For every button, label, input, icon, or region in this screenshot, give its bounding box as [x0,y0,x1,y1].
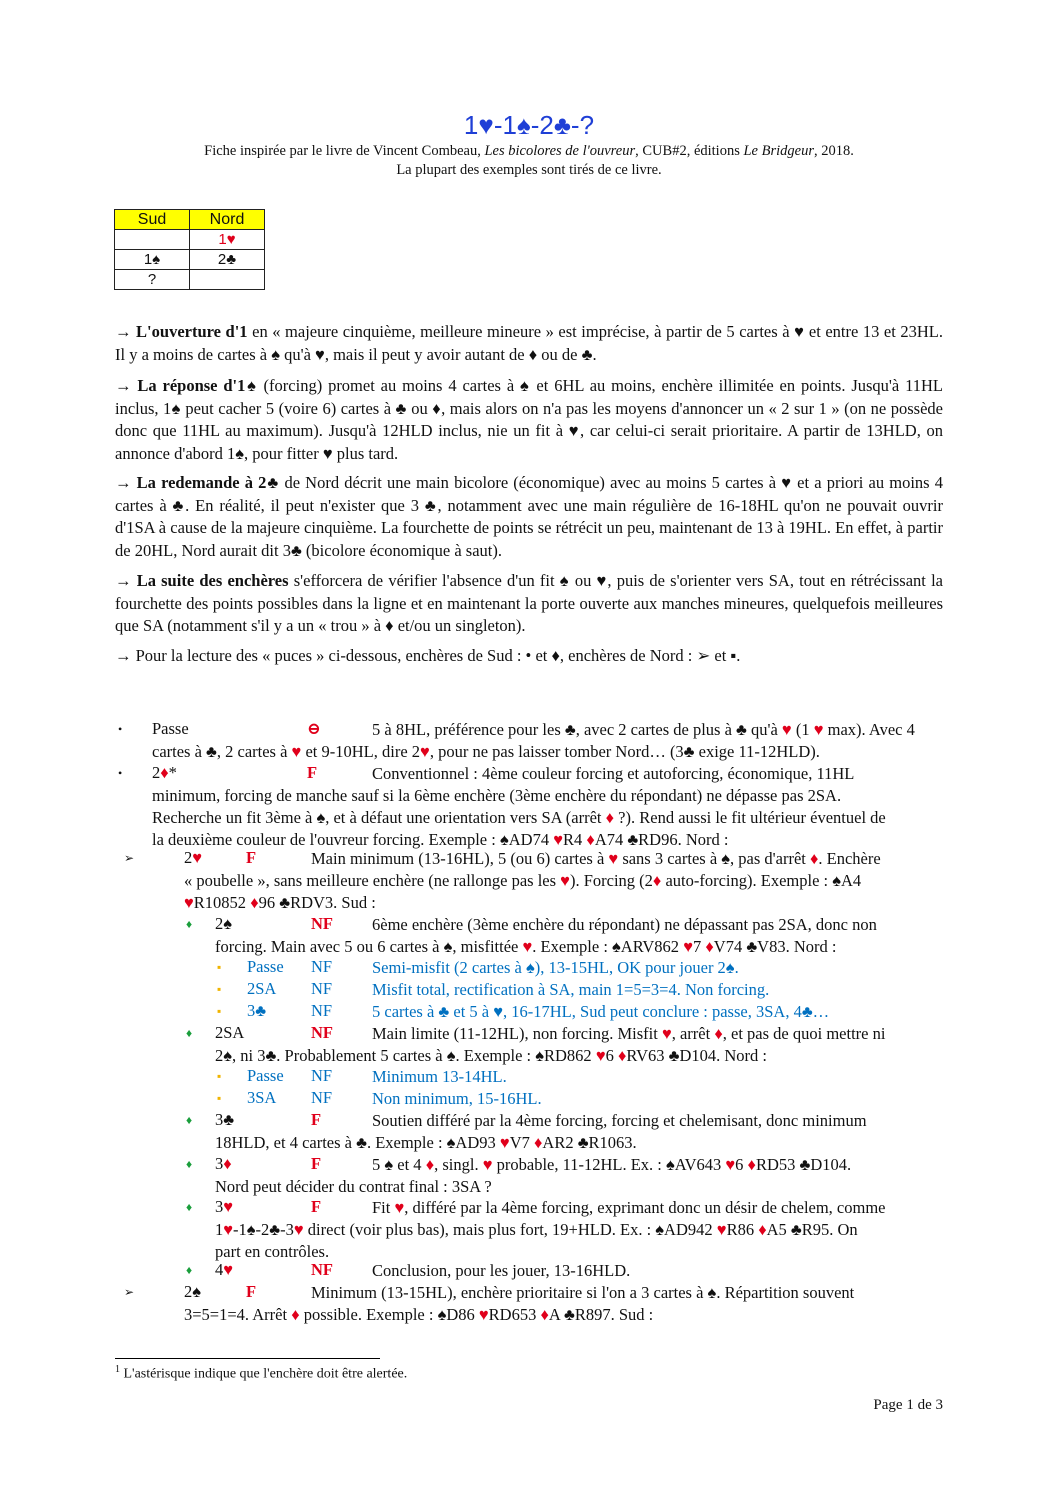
footnote-rule [115,1358,380,1359]
bullet-icon: ▪ [217,960,222,974]
footnote [115,1364,407,1383]
bid-label: 2♦* [152,763,177,782]
bid-description: cartes à ♣, 2 cartes à ♥ et 9-10HL, dire 2♥, pour ne pas laisser tomber Nord… (3♣ exige 11-12HLD). [152,742,820,761]
bid-code: NF [311,979,333,998]
bullet-icon: ▪ [217,1004,222,1018]
bid-description: Nord peut décider du contrat final : 3SA ? [215,1177,492,1196]
bid-code: NF [311,1260,333,1279]
paragraph-redemande [115,472,943,562]
paragraph-reponse [115,375,943,465]
bid-description: 2♠, ni 3♣. Probablement 5 cartes à ♠. Exemple : ♠RD862 ♥6 ♦RV63 ♣D104. Nord : [215,1046,767,1065]
p3-heading: → La redemande à 2♣ [115,473,280,492]
bid-description: Non minimum, 15-16HL. [372,1089,542,1108]
paragraph-puces [115,645,943,668]
bullet-icon: ▪ [217,982,222,996]
bid-description: forcing. Main avec 5 ou 6 cartes à ♠, misfittée ♥. Exemple : ♠ARV862 ♥7 ♦V74 ♣V83. Nord : [215,937,837,956]
bid-description: 18HLD, et 4 cartes à ♣. Exemple : ♠AD93 ♥V7 ♦AR2 ♣R1063. [215,1133,637,1152]
cell [190,270,265,290]
bid-description: 5 à 8HL, préférence pour les ♣, avec 2 cartes de plus à ♣ qu'à ♥ (1 ♥ max). Avec 4 [372,720,915,739]
bid-code: NF [311,1066,333,1085]
bid-description: 3=5=1=4. Arrêt ♦ possible. Exemple : ♠D86 ♥RD653 ♦A ♣R897. Sud : [184,1305,654,1324]
bid-description: Minimum 13-14HL. [372,1067,507,1086]
bid-description: Soutien différé par la 4ème forcing, forcing et chelemisant, donc minimum [372,1111,867,1130]
bullet-icon: ♦ [186,1200,193,1214]
bid-code: NF [311,1001,333,1020]
p4-body: s'efforcera de vérifier l'absence d'un fit ♠ ou ♥, puis de s'orienter vers SA, tout en rétrécissant la fourchette des points possibles dans la ligne et en maintenant la porte ouverte aux manches mineures, quelquefois meilleures que SA (notamment s'il y a un « trou » à ♦ et/ou un singleton). [115,571,943,635]
bid-label: 2♠ [215,914,233,933]
bid-code: NF [311,1088,333,1107]
bid-label: Passe [247,957,284,976]
bid-label: 2♥ [184,848,203,867]
p1-body: en « majeure cinquième, meilleure mineure » est imprécise, à partir de 5 cartes à ♥ et entre 13 et 23HL. Il y a moins de cartes à ♠ qu'à ♥, mais il peut y avoir autant de ♦ ou de ♣. [115,322,944,364]
bid-description: Conclusion, pour les jouer, 13-16HLD. [372,1261,631,1280]
page-number: Page 1 de 3 [873,1397,943,1413]
bid-code: F [246,1282,257,1301]
bid-description: part en contrôles. [215,1242,330,1261]
cell: ? [115,270,190,290]
bid-label: 3♦ [215,1154,232,1173]
p4-heading: → La suite des enchères [115,571,289,590]
bid-code: NF [311,914,333,933]
subtitle [0,142,1058,180]
bidding-table [114,209,265,290]
bullet-icon: ♦ [186,917,193,931]
bid-label: 3♣ [247,1001,267,1020]
bid-description: « poubelle », sans meilleure enchère (ne rallonge pas les ♥). Forcing (2♦ auto-forcing). Exemple : ♠A4 [184,871,862,890]
subtitle-line2: La plupart des exemples sont tirés de ce livre. [396,162,662,178]
bid-label: Passe [152,719,189,738]
bid-label: 3SA [247,1088,277,1107]
bid-label: 2SA [247,979,277,998]
bid-code: F [311,1110,322,1129]
bid-description: Fit ♥, différé par la 4ème forcing, exprimant donc un désir de chelem, comme [372,1198,886,1217]
bid-code: F [246,848,257,867]
bullet-icon: ♦ [186,1113,193,1127]
bid-description: Main minimum (13-16HL), 5 (ou 6) cartes à ♥ sans 3 cartes à ♠, pas d'arrêt ♦. Enchère [311,849,881,868]
p5-body: → Pour la lecture des « puces » ci-dessous, enchères de Sud : • et ♦, enchères de Nord : ➢ et ▪. [115,646,741,665]
bid-description: minimum, forcing de manche sauf si la 6ème enchère (3ème enchère du répondant) ne dépasse pas 2SA. [152,786,842,805]
bullet-icon: ♦ [186,1026,193,1040]
bid-code: ⊖ [307,719,321,738]
cell [115,230,190,250]
paragraph-ouverture [115,321,943,366]
bid-description: Recherche un fit 3ème à ♠, et à défaut une orientation vers SA (arrêt ♦ ?). Rend aussi le fit ultérieur éventuel de [152,808,886,827]
bid-label: 3♣ [215,1110,235,1129]
bid-description: 6ème enchère (3ème enchère du répondant) ne dépassant pas 2SA, donc non [372,915,877,934]
bid-description: ♥R10852 ♦96 ♣RDV3. Sud : [184,893,376,912]
header-sud: Sud [115,210,190,230]
footnote-marker: 1 [115,1364,120,1375]
book-title: Les bicolores de l'ouvreur [484,143,636,159]
bid-label: Passe [247,1066,284,1085]
bullet-icon: • [118,766,123,780]
bullet-icon: ▪ [217,1091,222,1105]
paragraph-suite [115,570,943,638]
bid-description: Semi-misfit (2 cartes à ♠), 13-15HL, OK pour jouer 2♠. [372,958,739,977]
subtitle-mid: , CUB#2, éditions [635,143,744,159]
cell: 1♠ [115,250,190,270]
bid-code: NF [311,1023,333,1042]
bullet-icon: ♦ [186,1157,193,1171]
cell: 2♣ [190,250,265,270]
bid-description: Main limite (11-12HL), non forcing. Misfit ♥, arrêt ♦, et pas de quoi mettre ni [372,1024,886,1043]
cell: 1♥ [190,230,265,250]
bid-code: F [311,1197,322,1216]
bullet-icon: • [118,722,123,736]
bid-code: F [307,763,318,782]
header-nord: Nord [190,210,265,230]
bid-description: la deuxième couleur de l'ouvreur forcing. Exemple : ♠AD74 ♥R4 ♦A74 ♣RD96. Nord : [152,830,729,849]
publisher: Le Bridgeur [743,143,814,159]
p1-heading: → L'ouverture d'1 [115,322,248,341]
bid-label: 4♥ [215,1260,234,1279]
p3-body: de Nord décrit une main bicolore (économique) avec au moins 5 cartes à ♥ et a priori au moins 4 cartes à ♣. En réalité, il peut n'exister que 3 ♣, notamment avec une main régulière de 16-18HL qu'on ne pouvait ouvrir d'1SA à cause de la majeure cinquième. La fourchette de points se rétrécit un peu, maintenant de 13 à 19HL. En effet, à partir de 20HL, Nord aurait dit 3♣ (bicolore économique à saut). [115,473,944,560]
subtitle-post: , 2018. [813,143,854,159]
subtitle-pre: Fiche inspirée par le livre de Vincent Combeau, [204,143,485,159]
bid-description: Minimum (13-15HL), enchère prioritaire si l'on a 3 cartes à ♠. Répartition souvent [311,1283,855,1302]
p2-body: (forcing) promet au moins 4 cartes à ♠ et 6HL au moins, enchère illimitée en points. Jusqu'à 11HL inclus, 1♠ peut cacher 5 (voire 6) cartes à ♣ ou ♦, mais alors on n'a pas les moyens d'annoncer un « 2 sur 1 » (on ne possède donc que 11HL au maximum). Jusqu'à 12HLD inclus, nie un fit à ♥, car celui-ci serait prioritaire. A partir de 13HLD, on annonce d'abord 1♠, pour fitter ♥ plus tard. [115,376,943,463]
bid-description: Conventionnel : 4ème couleur forcing et autoforcing, économique, 11HL [372,764,855,783]
bid-description: 5 ♠ et 4 ♦, singl. ♥ probable, 11-12HL. Ex. : ♠AV643 ♥6 ♦RD53 ♣D104. [372,1155,852,1174]
bid-code: NF [311,957,333,976]
bid-description: Misfit total, rectification à SA, main 1=5=3=4. Non forcing. [372,980,770,999]
bullet-icon: ➢ [124,1285,135,1299]
bid-label: 3♥ [215,1197,234,1216]
bullet-icon: ➢ [124,851,135,865]
p2-heading: → La réponse d'1♠ [115,376,258,395]
bid-label: 2♠ [184,1282,202,1301]
bullet-icon: ▪ [217,1069,222,1083]
bid-code: F [311,1154,322,1173]
bid-description: 5 cartes à ♣ et 5 à ♥, 16-17HL, Sud peut conclure : passe, 3SA, 4♣… [372,1002,830,1021]
bid-label: 2SA [215,1023,245,1042]
bid-description: 1♥-1♠-2♣-3♥ direct (voir plus bas), mais plus fort, 19+HLD. Ex. : ♠AD942 ♥R86 ♦A5 ♣R95. On [215,1220,858,1239]
footnote-text: L'astérisque indique que l'enchère doit être alertée. [123,1366,408,1382]
bullet-icon: ♦ [186,1263,193,1277]
page-title: 1♥-1♠-2♣-? [463,110,595,140]
